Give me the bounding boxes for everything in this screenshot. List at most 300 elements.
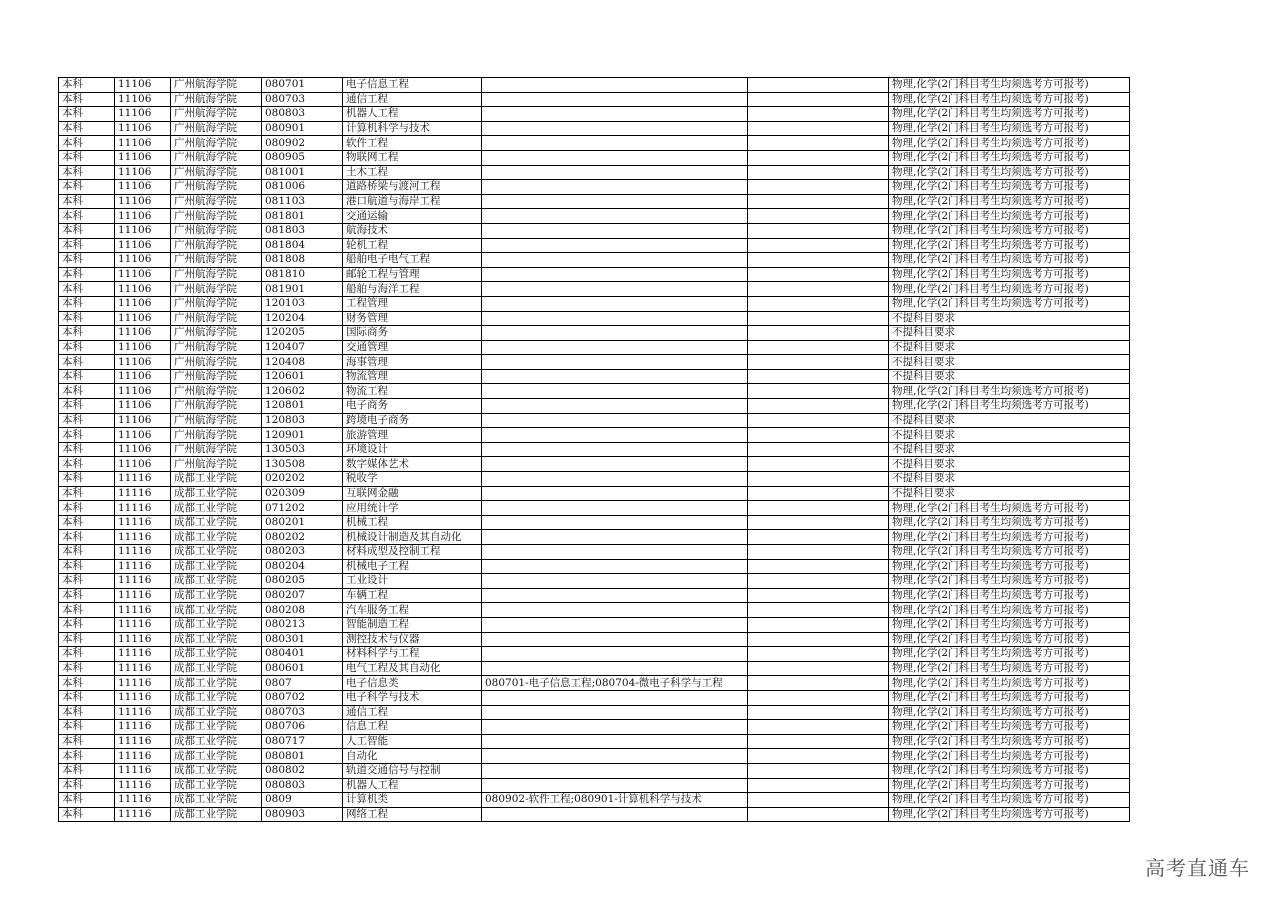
school-name-cell: 成都工业学院 bbox=[171, 617, 262, 632]
subject-requirement-cell: 物理,化学(2门科目考生均须选考方可报考) bbox=[889, 807, 1130, 822]
blank-cell bbox=[748, 617, 889, 632]
major-code-cell: 081810 bbox=[262, 267, 343, 282]
school-code-cell: 11106 bbox=[115, 340, 171, 355]
subject-requirement-cell: 物理,化学(2门科目考生均须选考方可报考) bbox=[889, 78, 1130, 93]
level-cell: 本科 bbox=[59, 326, 115, 341]
major-name-cell: 材料成型及控制工程 bbox=[343, 545, 482, 560]
major-code-cell: 080903 bbox=[262, 807, 343, 822]
blank-cell bbox=[748, 807, 889, 822]
school-code-cell: 11106 bbox=[115, 165, 171, 180]
level-cell: 本科 bbox=[59, 559, 115, 574]
blank-cell bbox=[748, 384, 889, 399]
major-code-cell: 120408 bbox=[262, 355, 343, 370]
blank-cell bbox=[748, 457, 889, 472]
major-name-cell: 电子商务 bbox=[343, 399, 482, 414]
blank-cell bbox=[748, 282, 889, 297]
subject-requirement-cell: 不提科目要求 bbox=[889, 369, 1130, 384]
level-cell: 本科 bbox=[59, 617, 115, 632]
included-majors-cell bbox=[482, 472, 748, 487]
subject-requirement-cell: 物理,化学(2门科目考生均须选考方可报考) bbox=[889, 545, 1130, 560]
table-row bbox=[59, 180, 1130, 195]
major-code-cell: 130508 bbox=[262, 457, 343, 472]
school-name-cell: 广州航海学院 bbox=[171, 384, 262, 399]
school-code-cell: 11116 bbox=[115, 720, 171, 735]
blank-cell bbox=[748, 326, 889, 341]
included-majors-cell bbox=[482, 603, 748, 618]
table-row bbox=[59, 413, 1130, 428]
subject-requirement-cell: 不提科目要求 bbox=[889, 442, 1130, 457]
level-cell: 本科 bbox=[59, 340, 115, 355]
major-code-cell: 080905 bbox=[262, 150, 343, 165]
blank-cell bbox=[748, 267, 889, 282]
subject-requirement-cell: 不提科目要求 bbox=[889, 340, 1130, 355]
level-cell: 本科 bbox=[59, 603, 115, 618]
school-name-cell: 成都工业学院 bbox=[171, 705, 262, 720]
blank-cell bbox=[748, 588, 889, 603]
subject-requirement-cell: 物理,化学(2门科目考生均须选考方可报考) bbox=[889, 253, 1130, 268]
blank-cell bbox=[748, 311, 889, 326]
subject-requirement-cell: 物理,化学(2门科目考生均须选考方可报考) bbox=[889, 749, 1130, 764]
level-cell: 本科 bbox=[59, 545, 115, 560]
major-name-cell: 轨道交通信号与控制 bbox=[343, 763, 482, 778]
included-majors-cell bbox=[482, 282, 748, 297]
level-cell: 本科 bbox=[59, 661, 115, 676]
included-majors-cell bbox=[482, 428, 748, 443]
blank-cell bbox=[748, 705, 889, 720]
school-name-cell: 广州航海学院 bbox=[171, 340, 262, 355]
table-row bbox=[59, 399, 1130, 414]
major-name-cell: 测控技术与仪器 bbox=[343, 632, 482, 647]
school-name-cell: 成都工业学院 bbox=[171, 763, 262, 778]
school-name-cell: 广州航海学院 bbox=[171, 194, 262, 209]
school-code-cell: 11116 bbox=[115, 632, 171, 647]
school-code-cell: 11106 bbox=[115, 457, 171, 472]
major-code-cell: 080701 bbox=[262, 78, 343, 93]
included-majors-cell bbox=[482, 647, 748, 662]
table-row bbox=[59, 355, 1130, 370]
included-majors-cell bbox=[482, 267, 748, 282]
level-cell: 本科 bbox=[59, 793, 115, 808]
blank-cell bbox=[748, 399, 889, 414]
included-majors-cell bbox=[482, 340, 748, 355]
table-row bbox=[59, 442, 1130, 457]
major-code-cell: 081804 bbox=[262, 238, 343, 253]
major-name-cell: 自动化 bbox=[343, 749, 482, 764]
major-name-cell: 通信工程 bbox=[343, 92, 482, 107]
blank-cell bbox=[748, 180, 889, 195]
blank-cell bbox=[748, 413, 889, 428]
school-name-cell: 广州航海学院 bbox=[171, 296, 262, 311]
major-code-cell: 080213 bbox=[262, 617, 343, 632]
level-cell: 本科 bbox=[59, 632, 115, 647]
included-majors-cell bbox=[482, 442, 748, 457]
major-name-cell: 网络工程 bbox=[343, 807, 482, 822]
subject-requirement-cell: 物理,化学(2门科目考生均须选考方可报考) bbox=[889, 384, 1130, 399]
table-row bbox=[59, 296, 1130, 311]
school-code-cell: 11116 bbox=[115, 530, 171, 545]
table-row bbox=[59, 384, 1130, 399]
school-code-cell: 11106 bbox=[115, 150, 171, 165]
major-code-cell: 080207 bbox=[262, 588, 343, 603]
blank-cell bbox=[748, 472, 889, 487]
included-majors-cell bbox=[482, 661, 748, 676]
level-cell: 本科 bbox=[59, 369, 115, 384]
included-majors-cell bbox=[482, 150, 748, 165]
major-code-cell: 120801 bbox=[262, 399, 343, 414]
subject-requirement-cell: 物理,化学(2门科目考生均须选考方可报考) bbox=[889, 603, 1130, 618]
level-cell: 本科 bbox=[59, 180, 115, 195]
major-name-cell: 人工智能 bbox=[343, 734, 482, 749]
table-row bbox=[59, 121, 1130, 136]
school-name-cell: 成都工业学院 bbox=[171, 588, 262, 603]
school-code-cell: 11106 bbox=[115, 107, 171, 122]
major-name-cell: 环境设计 bbox=[343, 442, 482, 457]
level-cell: 本科 bbox=[59, 165, 115, 180]
included-majors-cell: 080902-软件工程;080901-计算机科学与技术 bbox=[482, 793, 748, 808]
school-name-cell: 广州航海学院 bbox=[171, 165, 262, 180]
blank-cell bbox=[748, 136, 889, 151]
blank-cell bbox=[748, 559, 889, 574]
school-name-cell: 成都工业学院 bbox=[171, 690, 262, 705]
major-name-cell: 材料科学与工程 bbox=[343, 647, 482, 662]
school-name-cell: 成都工业学院 bbox=[171, 661, 262, 676]
level-cell: 本科 bbox=[59, 194, 115, 209]
major-code-cell: 080706 bbox=[262, 720, 343, 735]
blank-cell bbox=[748, 647, 889, 662]
school-name-cell: 成都工业学院 bbox=[171, 545, 262, 560]
table-row bbox=[59, 428, 1130, 443]
major-code-cell: 080401 bbox=[262, 647, 343, 662]
major-name-cell: 电子信息工程 bbox=[343, 78, 482, 93]
school-code-cell: 11106 bbox=[115, 369, 171, 384]
major-code-cell: 020202 bbox=[262, 472, 343, 487]
subject-requirement-cell: 不提科目要求 bbox=[889, 355, 1130, 370]
included-majors-cell bbox=[482, 92, 748, 107]
included-majors-cell bbox=[482, 749, 748, 764]
major-name-cell: 计算机科学与技术 bbox=[343, 121, 482, 136]
school-code-cell: 11106 bbox=[115, 428, 171, 443]
blank-cell bbox=[748, 223, 889, 238]
school-name-cell: 成都工业学院 bbox=[171, 676, 262, 691]
table-row bbox=[59, 486, 1130, 501]
blank-cell bbox=[748, 428, 889, 443]
table-row bbox=[59, 647, 1130, 662]
included-majors-cell bbox=[482, 734, 748, 749]
school-name-cell: 成都工业学院 bbox=[171, 486, 262, 501]
school-name-cell: 广州航海学院 bbox=[171, 282, 262, 297]
major-code-cell: 120205 bbox=[262, 326, 343, 341]
school-name-cell: 成都工业学院 bbox=[171, 515, 262, 530]
table-row bbox=[59, 793, 1130, 808]
level-cell: 本科 bbox=[59, 282, 115, 297]
included-majors-cell bbox=[482, 530, 748, 545]
level-cell: 本科 bbox=[59, 647, 115, 662]
level-cell: 本科 bbox=[59, 501, 115, 516]
major-name-cell: 智能制造工程 bbox=[343, 617, 482, 632]
blank-cell bbox=[748, 194, 889, 209]
school-code-cell: 11116 bbox=[115, 559, 171, 574]
school-code-cell: 11116 bbox=[115, 661, 171, 676]
included-majors-cell bbox=[482, 78, 748, 93]
level-cell: 本科 bbox=[59, 763, 115, 778]
included-majors-cell bbox=[482, 311, 748, 326]
major-code-cell: 120407 bbox=[262, 340, 343, 355]
table-row bbox=[59, 574, 1130, 589]
included-majors-cell bbox=[482, 413, 748, 428]
school-code-cell: 11106 bbox=[115, 311, 171, 326]
school-code-cell: 11106 bbox=[115, 78, 171, 93]
level-cell: 本科 bbox=[59, 355, 115, 370]
subject-requirement-cell: 物理,化学(2门科目考生均须选考方可报考) bbox=[889, 793, 1130, 808]
subject-requirement-cell: 物理,化学(2门科目考生均须选考方可报考) bbox=[889, 92, 1130, 107]
subject-requirement-cell: 物理,化学(2门科目考生均须选考方可报考) bbox=[889, 647, 1130, 662]
subject-requirement-cell: 不提科目要求 bbox=[889, 457, 1130, 472]
table-body bbox=[59, 78, 1130, 822]
school-code-cell: 11106 bbox=[115, 326, 171, 341]
table-row bbox=[59, 136, 1130, 151]
blank-cell bbox=[748, 369, 889, 384]
table-row bbox=[59, 749, 1130, 764]
table-row bbox=[59, 501, 1130, 516]
school-name-cell: 广州航海学院 bbox=[171, 311, 262, 326]
major-name-cell: 物流工程 bbox=[343, 384, 482, 399]
level-cell: 本科 bbox=[59, 428, 115, 443]
included-majors-cell bbox=[482, 720, 748, 735]
subject-requirement-cell: 物理,化学(2门科目考生均须选考方可报考) bbox=[889, 690, 1130, 705]
school-name-cell: 成都工业学院 bbox=[171, 647, 262, 662]
subject-requirement-cell: 物理,化学(2门科目考生均须选考方可报考) bbox=[889, 267, 1130, 282]
school-code-cell: 11106 bbox=[115, 92, 171, 107]
major-name-cell: 工业设计 bbox=[343, 574, 482, 589]
major-code-cell: 080205 bbox=[262, 574, 343, 589]
blank-cell bbox=[748, 793, 889, 808]
school-name-cell: 广州航海学院 bbox=[171, 180, 262, 195]
subject-requirement-cell: 不提科目要求 bbox=[889, 326, 1130, 341]
school-name-cell: 广州航海学院 bbox=[171, 457, 262, 472]
school-code-cell: 11116 bbox=[115, 778, 171, 793]
included-majors-cell bbox=[482, 486, 748, 501]
included-majors-cell bbox=[482, 515, 748, 530]
subject-requirement-cell: 物理,化学(2门科目考生均须选考方可报考) bbox=[889, 121, 1130, 136]
blank-cell bbox=[748, 238, 889, 253]
level-cell: 本科 bbox=[59, 442, 115, 457]
school-name-cell: 成都工业学院 bbox=[171, 778, 262, 793]
table-row bbox=[59, 238, 1130, 253]
subject-requirement-cell: 物理,化学(2门科目考生均须选考方可报考) bbox=[889, 632, 1130, 647]
included-majors-cell bbox=[482, 617, 748, 632]
blank-cell bbox=[748, 749, 889, 764]
table-row bbox=[59, 720, 1130, 735]
level-cell: 本科 bbox=[59, 588, 115, 603]
major-name-cell: 电子信息类 bbox=[343, 676, 482, 691]
subject-requirement-cell: 不提科目要求 bbox=[889, 311, 1130, 326]
included-majors-cell bbox=[482, 238, 748, 253]
major-code-cell: 081103 bbox=[262, 194, 343, 209]
blank-cell bbox=[748, 209, 889, 224]
major-code-cell: 080204 bbox=[262, 559, 343, 574]
major-code-cell: 081801 bbox=[262, 209, 343, 224]
table-row bbox=[59, 253, 1130, 268]
subject-requirement-cell: 物理,化学(2门科目考生均须选考方可报考) bbox=[889, 238, 1130, 253]
major-code-cell: 080902 bbox=[262, 136, 343, 151]
school-name-cell: 成都工业学院 bbox=[171, 603, 262, 618]
major-name-cell: 机器人工程 bbox=[343, 778, 482, 793]
major-name-cell: 电气工程及其自动化 bbox=[343, 661, 482, 676]
school-name-cell: 广州航海学院 bbox=[171, 238, 262, 253]
level-cell: 本科 bbox=[59, 223, 115, 238]
blank-cell bbox=[748, 778, 889, 793]
major-name-cell: 计算机类 bbox=[343, 793, 482, 808]
blank-cell bbox=[748, 355, 889, 370]
school-code-cell: 11116 bbox=[115, 763, 171, 778]
major-name-cell: 道路桥梁与渡河工程 bbox=[343, 180, 482, 195]
school-name-cell: 广州航海学院 bbox=[171, 253, 262, 268]
level-cell: 本科 bbox=[59, 209, 115, 224]
included-majors-cell bbox=[482, 632, 748, 647]
school-name-cell: 广州航海学院 bbox=[171, 369, 262, 384]
level-cell: 本科 bbox=[59, 749, 115, 764]
school-name-cell: 成都工业学院 bbox=[171, 632, 262, 647]
school-code-cell: 11106 bbox=[115, 136, 171, 151]
included-majors-cell bbox=[482, 121, 748, 136]
major-name-cell: 交通运输 bbox=[343, 209, 482, 224]
school-code-cell: 11116 bbox=[115, 749, 171, 764]
included-majors-cell bbox=[482, 588, 748, 603]
major-code-cell: 081901 bbox=[262, 282, 343, 297]
school-code-cell: 11116 bbox=[115, 501, 171, 516]
included-majors-cell bbox=[482, 136, 748, 151]
school-name-cell: 成都工业学院 bbox=[171, 720, 262, 735]
school-code-cell: 11116 bbox=[115, 588, 171, 603]
table-row bbox=[59, 107, 1130, 122]
blank-cell bbox=[748, 720, 889, 735]
school-name-cell: 成都工业学院 bbox=[171, 734, 262, 749]
level-cell: 本科 bbox=[59, 311, 115, 326]
included-majors-cell bbox=[482, 705, 748, 720]
admission-requirements-table bbox=[58, 77, 1130, 822]
major-code-cell: 080203 bbox=[262, 545, 343, 560]
blank-cell bbox=[748, 530, 889, 545]
major-code-cell: 120204 bbox=[262, 311, 343, 326]
table-row bbox=[59, 734, 1130, 749]
included-majors-cell bbox=[482, 690, 748, 705]
major-name-cell: 税收学 bbox=[343, 472, 482, 487]
watermark-logo-text: 高考直通车 bbox=[1145, 856, 1250, 880]
table-row bbox=[59, 676, 1130, 691]
level-cell: 本科 bbox=[59, 253, 115, 268]
table-row bbox=[59, 705, 1130, 720]
school-code-cell: 11106 bbox=[115, 282, 171, 297]
major-code-cell: 120901 bbox=[262, 428, 343, 443]
school-name-cell: 广州航海学院 bbox=[171, 136, 262, 151]
school-code-cell: 11106 bbox=[115, 121, 171, 136]
school-code-cell: 11116 bbox=[115, 807, 171, 822]
subject-requirement-cell: 物理,化学(2门科目考生均须选考方可报考) bbox=[889, 588, 1130, 603]
table-row bbox=[59, 78, 1130, 93]
major-code-cell: 120602 bbox=[262, 384, 343, 399]
subject-requirement-cell: 不提科目要求 bbox=[889, 428, 1130, 443]
included-majors-cell bbox=[482, 763, 748, 778]
subject-requirement-cell: 物理,化学(2门科目考生均须选考方可报考) bbox=[889, 559, 1130, 574]
blank-cell bbox=[748, 296, 889, 311]
blank-cell bbox=[748, 515, 889, 530]
major-name-cell: 通信工程 bbox=[343, 705, 482, 720]
subject-requirement-cell: 物理,化学(2门科目考生均须选考方可报考) bbox=[889, 296, 1130, 311]
school-code-cell: 11116 bbox=[115, 617, 171, 632]
level-cell: 本科 bbox=[59, 78, 115, 93]
major-name-cell: 港口航道与海岸工程 bbox=[343, 194, 482, 209]
major-code-cell: 080201 bbox=[262, 515, 343, 530]
blank-cell bbox=[748, 150, 889, 165]
table-row bbox=[59, 194, 1130, 209]
included-majors-cell bbox=[482, 165, 748, 180]
major-name-cell: 机械电子工程 bbox=[343, 559, 482, 574]
subject-requirement-cell: 物理,化学(2门科目考生均须选考方可报考) bbox=[889, 501, 1130, 516]
table-row bbox=[59, 617, 1130, 632]
level-cell: 本科 bbox=[59, 296, 115, 311]
level-cell: 本科 bbox=[59, 267, 115, 282]
subject-requirement-cell: 物理,化学(2门科目考生均须选考方可报考) bbox=[889, 734, 1130, 749]
major-code-cell: 080801 bbox=[262, 749, 343, 764]
level-cell: 本科 bbox=[59, 778, 115, 793]
major-name-cell: 航海技术 bbox=[343, 223, 482, 238]
major-name-cell: 电子科学与技术 bbox=[343, 690, 482, 705]
blank-cell bbox=[748, 574, 889, 589]
included-majors-cell bbox=[482, 253, 748, 268]
major-name-cell: 机械工程 bbox=[343, 515, 482, 530]
table-row bbox=[59, 690, 1130, 705]
level-cell: 本科 bbox=[59, 720, 115, 735]
major-name-cell: 财务管理 bbox=[343, 311, 482, 326]
major-name-cell: 机器人工程 bbox=[343, 107, 482, 122]
school-code-cell: 11116 bbox=[115, 734, 171, 749]
major-code-cell: 130503 bbox=[262, 442, 343, 457]
school-code-cell: 11116 bbox=[115, 690, 171, 705]
major-name-cell: 海事管理 bbox=[343, 355, 482, 370]
school-code-cell: 11106 bbox=[115, 253, 171, 268]
school-name-cell: 成都工业学院 bbox=[171, 749, 262, 764]
level-cell: 本科 bbox=[59, 807, 115, 822]
major-code-cell: 120601 bbox=[262, 369, 343, 384]
included-majors-cell bbox=[482, 457, 748, 472]
included-majors-cell bbox=[482, 209, 748, 224]
school-name-cell: 广州航海学院 bbox=[171, 442, 262, 457]
school-code-cell: 11116 bbox=[115, 515, 171, 530]
subject-requirement-cell: 物理,化学(2门科目考生均须选考方可报考) bbox=[889, 705, 1130, 720]
major-code-cell: 080717 bbox=[262, 734, 343, 749]
level-cell: 本科 bbox=[59, 150, 115, 165]
school-name-cell: 广州航海学院 bbox=[171, 399, 262, 414]
school-code-cell: 11116 bbox=[115, 793, 171, 808]
school-code-cell: 11106 bbox=[115, 223, 171, 238]
school-name-cell: 广州航海学院 bbox=[171, 78, 262, 93]
table-row bbox=[59, 92, 1130, 107]
major-name-cell: 交通管理 bbox=[343, 340, 482, 355]
school-code-cell: 11116 bbox=[115, 486, 171, 501]
table-row bbox=[59, 778, 1130, 793]
school-code-cell: 11116 bbox=[115, 676, 171, 691]
major-name-cell: 应用统计学 bbox=[343, 501, 482, 516]
school-name-cell: 成都工业学院 bbox=[171, 559, 262, 574]
blank-cell bbox=[748, 121, 889, 136]
subject-requirement-cell: 物理,化学(2门科目考生均须选考方可报考) bbox=[889, 515, 1130, 530]
table-row bbox=[59, 209, 1130, 224]
blank-cell bbox=[748, 486, 889, 501]
major-code-cell: 081006 bbox=[262, 180, 343, 195]
school-code-cell: 11116 bbox=[115, 574, 171, 589]
major-name-cell: 互联网金融 bbox=[343, 486, 482, 501]
table-row bbox=[59, 763, 1130, 778]
